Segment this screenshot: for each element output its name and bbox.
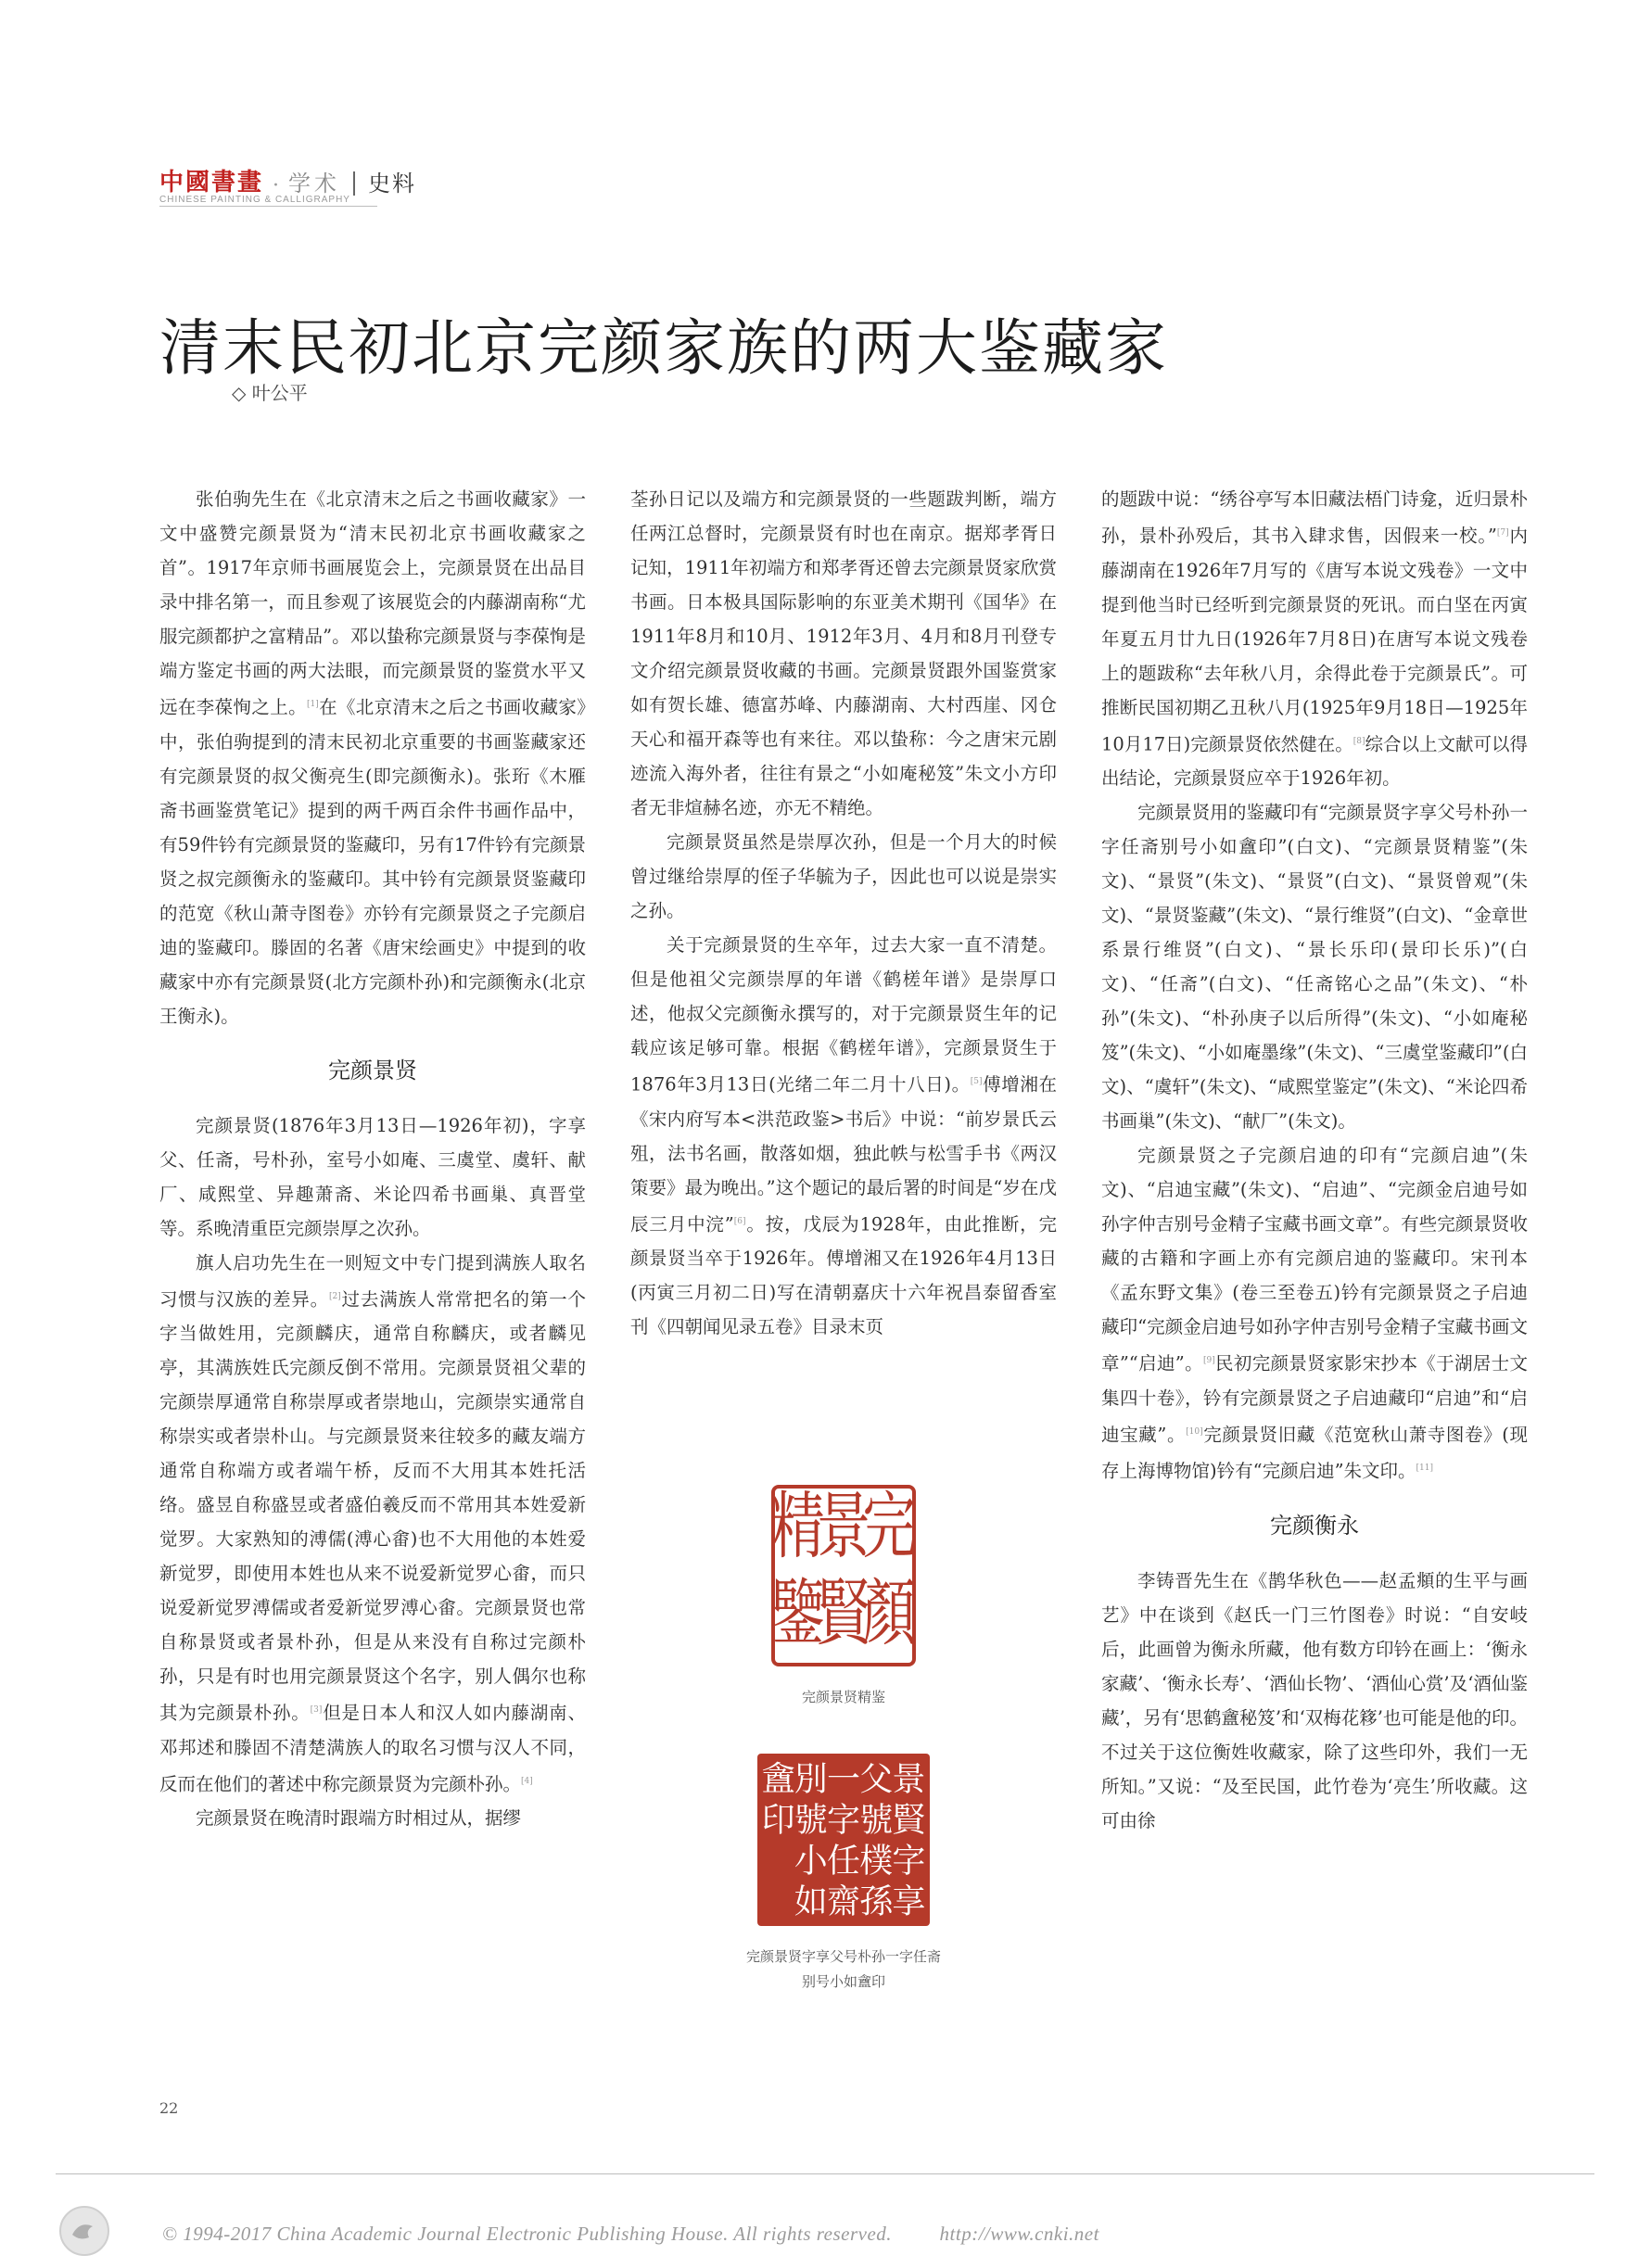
header-rule — [159, 206, 377, 207]
seal-glyph: 任 — [826, 1842, 861, 1881]
footnote-ref: [3] — [310, 1705, 323, 1715]
seal-image-jingxian-jingjian — [769, 1483, 918, 1668]
seal-glyph: 享 — [892, 1882, 926, 1921]
article-author: ◇ 叶公平 — [232, 382, 308, 404]
footer-copyright — [162, 2223, 1099, 2246]
seal-glyph: 父 — [859, 1760, 894, 1799]
seal-glyph: 賢 — [892, 1801, 926, 1840]
seal-caption — [630, 1945, 1057, 1995]
seal-glyph: 齋 — [826, 1882, 861, 1921]
journal-brand-english: CHINESE PAINTING & CALLIGRAPHY — [159, 195, 350, 205]
cnki-logo-icon — [57, 2204, 111, 2258]
footnote-ref: [5] — [970, 1077, 983, 1086]
paragraph: 完颜景贤在晚清时跟端方时相过从，据缪 — [196, 1807, 522, 1829]
seal-glyph: 號 — [859, 1801, 894, 1840]
seal-glyph: 字 — [826, 1801, 861, 1840]
seal-glyph: 印 — [761, 1801, 795, 1840]
footnote-ref: [6] — [733, 1216, 746, 1226]
copyright-text: © 1994-2017 China Academic Journal Electronic Publishing House. All rights reserved. — [162, 2223, 893, 2245]
journal-brand: 中國書畫 — [159, 169, 264, 196]
page-number: 22 — [159, 2099, 179, 2117]
section-heading: 完颜景贤 — [328, 1057, 417, 1083]
seal-caption: 完颜景贤精鉴 — [801, 1689, 885, 1705]
article-title: 清末民初北京完颜家族的两大鉴藏家 — [159, 312, 1168, 384]
paragraph: 张伯驹先生在《北京清末之后之书画收藏家》一文中盛赞完颜景贤为“清末民初北京书画收藏家之首”。1917年京师书画展览会上，完颜景贤在出品目录中排名第一，而且参观了该展览会的内藤湖南称“尤服完颜都护之富精品”。邓以蛰称完颜景贤与李葆恂是端方鉴定书画的两大法眼，而完颜景贤的鉴赏水平又远在李葆恂之上。[1]在《北京清末之后之书画收藏家》中，张伯驹提到的清末民初北京重要的书画鉴藏家还有完颜景贤的叔父衡亮生(即完颜衡永)。张珩《木雁斋书画鉴赏笔记》提到的两千两百余件书画作品中，有59件钤有完颜景贤的鉴藏印，另有17件钤有完颜景贤之叔完颜衡永的鉴藏印。其中钤有完颜景贤鉴藏印的范宽《秋山萧寺图卷》亦钤有完颜景贤之子完颜启迪的鉴藏印。滕固的名著《唐宋绘画史》中提到的收藏家中亦有完颜景贤(北方完颜朴孙)和完颜衡永(北京王衡永)。 — [159, 488, 586, 1027]
header-divider — [353, 171, 355, 196]
running-head — [159, 163, 416, 197]
brand-separator: · — [273, 174, 280, 197]
seal-figure-1 — [630, 1483, 1057, 1710]
seal-glyph: 顏 — [862, 1571, 917, 1656]
seal-glyph: 完 — [862, 1485, 917, 1569]
paragraph: 完颜景贤虽然是崇厚次孙，但是一个月大的时候曾过继给崇厚的侄子华毓为子，因此也可以说是崇实之孙。 — [630, 831, 1057, 921]
seal-image-jingxian-zi-xiangfu — [756, 1752, 932, 1928]
column-label: 史料 — [368, 171, 417, 196]
seal-glyph: 如 — [794, 1882, 828, 1921]
seal-glyph: 號 — [794, 1801, 828, 1840]
seal-glyph: 孫 — [859, 1882, 894, 1921]
seal-glyph: 小 — [794, 1842, 828, 1881]
seal-glyph: 一 — [826, 1760, 861, 1799]
section-label: 学术 — [288, 171, 341, 196]
seal-caption-line: 别号小如盦印 — [801, 1973, 885, 1990]
footer-rule — [56, 2173, 1594, 2174]
text-column-1 — [159, 482, 586, 1835]
seal-glyph: 精 — [770, 1485, 825, 1569]
footnote-ref: [1] — [306, 700, 319, 709]
seal-figure-2 — [630, 1752, 1057, 1995]
seal-glyph: 樸 — [859, 1842, 894, 1881]
seal-glyph: 字 — [892, 1842, 926, 1881]
footnote-ref: [11] — [1416, 1463, 1434, 1473]
footnote-ref: [2] — [328, 1291, 341, 1301]
paragraph: 关于完颜景贤的生卒年，过去大家一直不清楚。但是他祖父完颜崇厚的年谱《鹤槎年谱》是崇厚口述，他叔父完颜衡永撰写的，对于完颜景贤生年的记载应该足够可靠。根据《鹤槎年谱》，完颜景贤生于1876年3月13日(光绪二年二月十八日)。[5]傅增湘在《宋内府写本<洪范政鉴>书后》中说：“前岁景氏云殂，法书名画，散落如烟，独此帙与松雪手书《两汉策要》最为晚出。”这个题记的最后署的时间是“岁在戊辰三月中浣”[6]。按，戊辰为1928年，由此推断，完颜景贤当卒于1926年。傅增湘又在1926年4月13日(丙寅三月初二日)写在清朝嘉庆十六年祝昌泰留香室刊《四朝闻见录五卷》目录末页 — [630, 934, 1057, 1337]
seal-glyph: 景 — [892, 1760, 926, 1799]
footnote-ref: [9] — [1202, 1356, 1215, 1365]
paragraph: 完颜景贤用的鉴藏印有“完颜景贤字享父号朴孙一字任斋别号小如盦印”(白文)、“完颜景贤精鉴”(朱文)、“景贤”(朱文)、“景贤”(白文)、“景贤曾观”(朱文)、“景贤鉴藏”(朱文)、“景行维贤”(白文)、“金章世系景行维贤”(白文)、“景长乐印(景印长乐)”(白文)、“任斋”(白文)、“任斋铭心之品”(朱文)、“朴孙”(朱文)、“朴孙庚子以后所得”(朱文)、“小如庵秘笈”(朱文)、“小如庵墨缘”(朱文)、“三虞堂鉴藏印”(白文)、“虞轩”(朱文)、“咸熙堂鉴定”(朱文)、“米论四希书画巢”(朱文)、“献厂”(朱文)。 — [1101, 802, 1528, 1132]
footnote-ref: [8] — [1353, 736, 1365, 746]
text-column-2 — [630, 482, 1057, 1344]
paragraph: 旗人启功先生在一则短文中专门提到满族人取名习惯与汉族的差异。[2]过去满族人常常把名的第一个字当做姓用，完颜麟庆，通常自称麟庆，或者麟见亭，其满族姓氏完颜反倒不常用。完颜景贤祖父辈的完颜崇厚通常自称崇厚或者崇地山，完颜崇实通常自称崇实或者崇朴山。与完颜景贤来往较多的藏友端方通常自称端方或者端午桥，反而不大用其本姓托活络。盛昱自称盛昱或者盛伯羲反而不常用其本姓爱新觉罗。大家熟知的溥儒(溥心畬)也不大用他的本姓爱新觉罗，即使用本姓也从来不说爱新觉罗心畬，而只说爱新觉罗溥儒或者爱新觉罗溥心畬。完颜景贤也常自称景贤或者景朴孙，但是从来没有自称过完颜朴孙，只是有时也用完颜景贤这个名字，别人偶尔也称其为完颜景朴孙。[3]但是日本人和汉人如内藤湖南、邓邦述和滕固不清楚满族人的取名习惯与汉人不同，反而在他们的著述中称完颜景贤为完颜朴孙。[4] — [159, 1251, 586, 1794]
seal-glyph: 鑒 — [770, 1571, 825, 1656]
section-heading: 完颜衡永 — [1270, 1512, 1359, 1539]
footnote-ref: [4] — [521, 1776, 533, 1786]
paragraph: 荃孙日记以及端方和完颜景贤的一些题跋判断，端方任两江总督时，完颜景贤有时也在南京。据郑孝胥日记知，1911年初端方和郑孝胥还曾去完颜景贤家欣赏书画。日本极具国际影响的东亚美术期刊《国华》在1911年8月和10月、1912年3月、4月和8月刊登专文介绍完颜景贤收藏的书画。完颜景贤跟外国鉴赏家如有贺长雄、德富苏峰、内藤湖南、大村西崖、冈仓天心和福开森等也有来往。邓以蛰称：今之唐宋元剧迹流入海外者，往往有景之“小如庵秘笈”朱文小方印者无非煊赫名迹，亦无不精绝。 — [630, 488, 1057, 818]
text-column-3 — [1101, 482, 1528, 1838]
paragraph: 完颜景贤(1876年3月13日—1926年初)，字享父、任斋，号朴孙，室号小如庵、三虞堂、虞轩、献厂、咸熙堂、异趣萧斋、米论四希书画巢、真晋堂等。系晚清重臣完颜崇厚之次孙。 — [159, 1114, 586, 1239]
footer-url-link[interactable]: http://www.cnki.net — [939, 2223, 1099, 2245]
paragraph: 完颜景贤之子完颜启迪的印有“完颜启迪”(朱文)、“启迪宝藏”(朱文)、“启迪”、“完颜金启迪号如孙字仲吉别号金精子宝藏书画文章”。有些完颜景贤收藏的古籍和字画上亦有完颜启迪的鉴藏印。宋刊本《孟东野文集》(卷三至卷五)钤有完颜景贤之子启迪藏印“完颜金启迪号如孙字仲吉别号金精子宝藏书画文章”“启迪”。[9]民初完颜景贤家影宋抄本《于湖居士文集四十卷》，钤有完颜景贤之子启迪藏印“启迪”和“启迪宝藏”。[10]完颜景贤旧藏《范宽秋山萧寺图卷》(现存上海博物馆)钤有“完颜启迪”朱文印。[11] — [1101, 1145, 1528, 1482]
paragraph: 的题跋中说：“绣谷亭写本旧藏法梧门诗龛，近归景朴孙，景朴孙殁后，其书入肆求售，因假来一校。”[7]内藤湖南在1926年7月写的《唐写本说文残卷》一文中提到他当时已经听到完颜景贤的死讯。而白坚在丙寅年夏五月廿九日(1926年7月8日)在唐写本说文残卷上的题跋称“去年秋八月，余得此卷于完颜景氏”。可推断民国初期乙丑秋八月(1925年9月18日—1925年10月17日)完颜景贤依然健在。[8]综合以上文献可以得出结论，完颜景贤应卒于1926年初。 — [1101, 488, 1528, 789]
footnote-ref: [10] — [1186, 1426, 1203, 1437]
footnote-ref: [7] — [1496, 528, 1509, 538]
seal-glyph: 別 — [794, 1760, 828, 1799]
seal-glyph: 景 — [817, 1485, 870, 1569]
seal-glyph: 賢 — [817, 1571, 870, 1656]
seal-caption-line: 完颜景贤字享父号朴孙一字任斋 — [745, 1948, 941, 1965]
paragraph: 李铸晋先生在《鹊华秋色——赵孟頫的生平与画艺》中在谈到《赵氏一门三竹图卷》时说：“自安岐后，此画曾为衡永所藏，他有数方印钤在画上：‘衡永家藏’、‘衡永长寿’、‘酒仙长物’、‘酒仙心赏’及‘酒仙鉴藏’，另有‘思鹤盦秘笈’和‘双梅花簃’也可能是他的印。不过关于这位衡姓收藏家，除了这些印外，我们一无所知。”又说：“及至民国，此竹卷为‘亮生’所收藏。这可由徐 — [1101, 1569, 1528, 1831]
seal-glyph: 盦 — [761, 1760, 795, 1799]
